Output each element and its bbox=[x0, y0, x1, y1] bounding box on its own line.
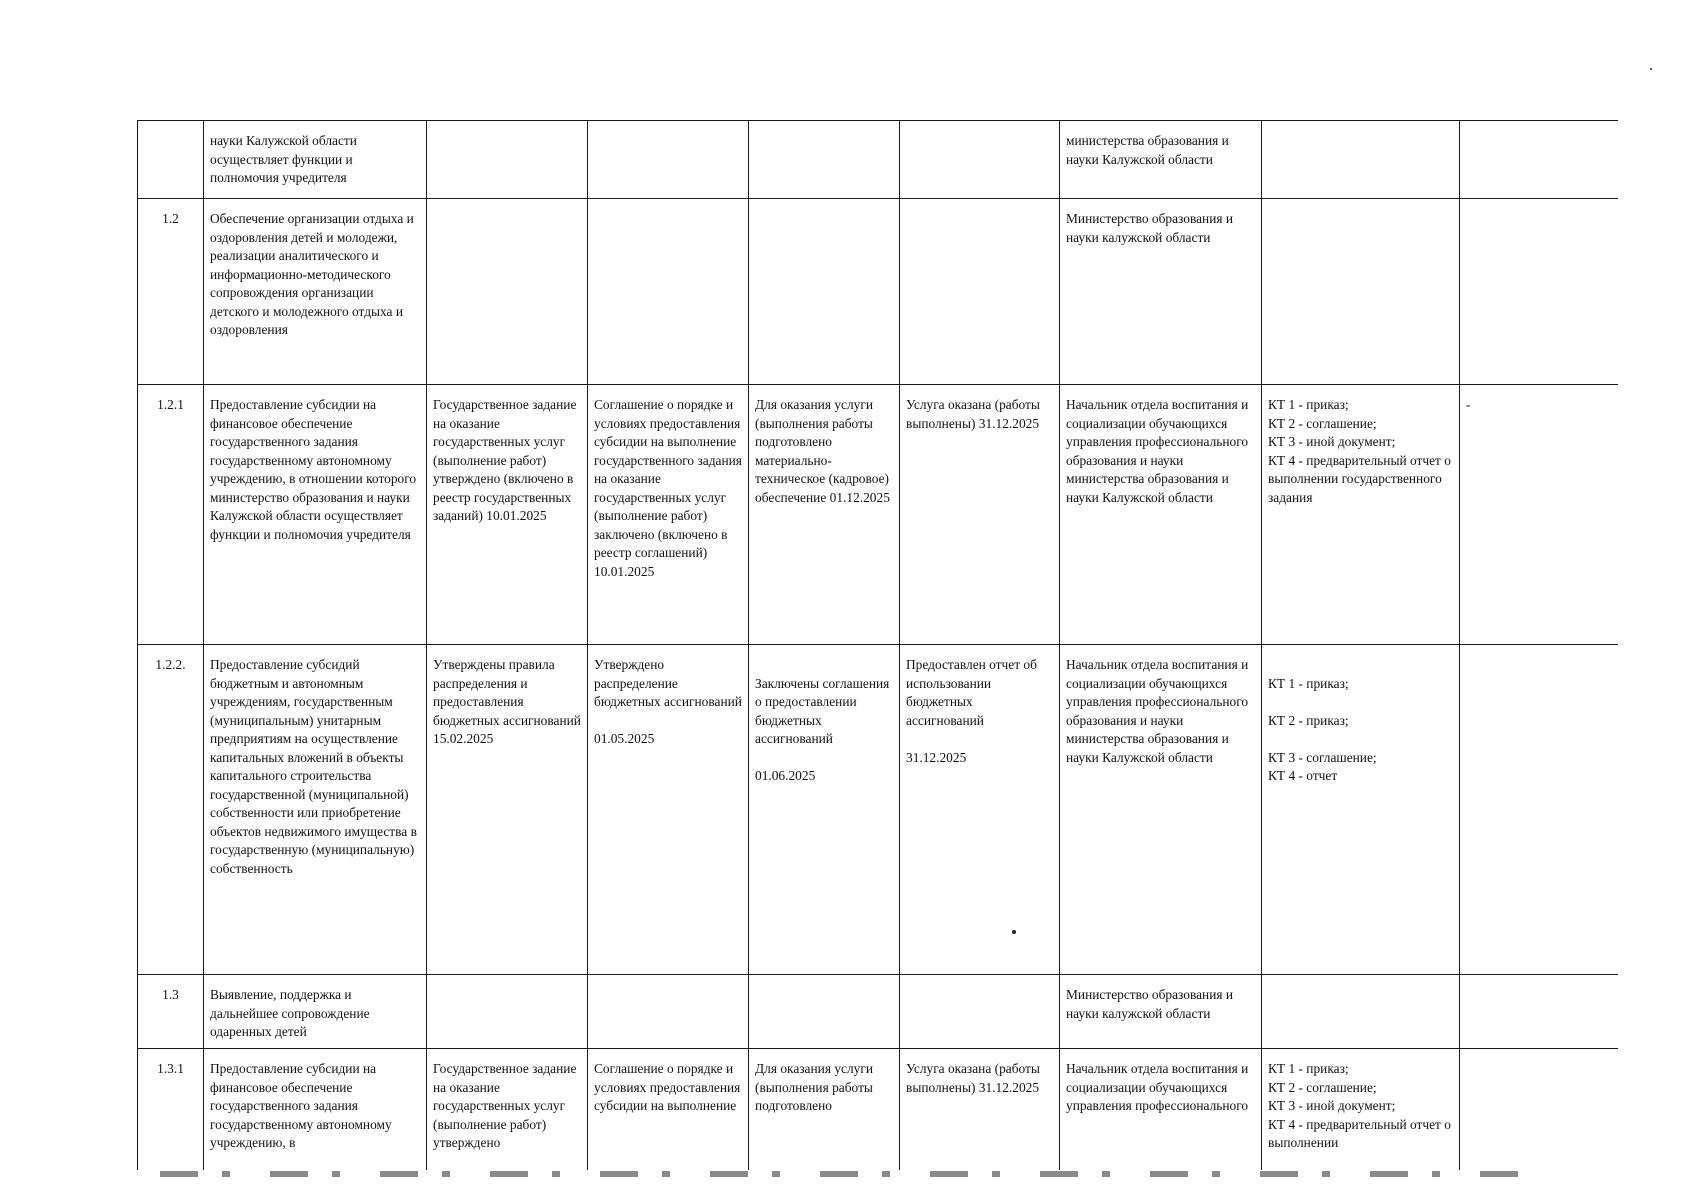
event-name: науки Калужской области осуществляет функции и полномочия учредителя bbox=[204, 121, 427, 199]
table-row bbox=[138, 1049, 1619, 1171]
checkpoint-4: Услуга оказана (работы выполнены) 31.12.2025 bbox=[900, 385, 1060, 645]
checkpoint-3: Для оказания услуги (выполнения работы подготовлено материально-техническое (кадровое) обеспечение 01.12.2025 bbox=[749, 385, 900, 645]
checkpoint-3 bbox=[749, 199, 900, 385]
checkpoint-1: Государственное задание на оказание государственных услуг (выполнение работ) утверждено bbox=[427, 1049, 588, 1171]
confirming-document: КТ 1 - приказ; КТ 2 - приказ; КТ 3 - соглашение; КТ 4 - отчет bbox=[1262, 645, 1460, 975]
scan-dot-mark bbox=[1012, 930, 1016, 934]
checkpoint-1: Государственное задание на оказание государственных услуг (выполнение работ) утверждено (включено в реестр государственных заданий) 10.01.2025 bbox=[427, 385, 588, 645]
row-number bbox=[138, 121, 204, 199]
checkpoint-4 bbox=[900, 199, 1060, 385]
event-name: Предоставление субсидии на финансовое обеспечение государственного задания государственному автономному учреждению, в bbox=[204, 1049, 427, 1171]
checkpoint-3 bbox=[749, 975, 900, 1049]
extra-column bbox=[1460, 645, 1619, 975]
checkpoint-1 bbox=[427, 975, 588, 1049]
checkpoint-2 bbox=[588, 975, 749, 1049]
scan-corner-mark bbox=[1650, 68, 1652, 70]
checkpoint-1 bbox=[427, 199, 588, 385]
event-name: Предоставление субсидий бюджетным и автономным учреждениям, государственным (муниципальным) унитарным предприятиям на осуществление капитальных вложений в объекты капитального строительства государственной (муниципальной) собственности или приобретение объектов недвижимого имущества в государственную (муниципальную) собственность bbox=[204, 645, 427, 975]
row-number: 1.2.1 bbox=[138, 385, 204, 645]
extra-column bbox=[1460, 975, 1619, 1049]
responsible-executor: Начальник отдела воспитания и социализации обучающихся управления профессионального образования и науки министерства образования и науки Калужской области bbox=[1060, 385, 1262, 645]
event-name: Предоставление субсидии на финансовое обеспечение государственного задания государственному автономному учреждению, в отношении которого министерство образования и науки Калужской области осуществляет функции и полномочия учредителя bbox=[204, 385, 427, 645]
checkpoint-2: Соглашение о порядке и условиях предоставления субсидии на выполнение государственного задания на оказание государственных услуг (выполнение работ) заключено (включено в реестр соглашений) 10.01.2025 bbox=[588, 385, 749, 645]
responsible-executor: Министерство образования и науки калужской области bbox=[1060, 199, 1262, 385]
row-number: 1.3.1 bbox=[138, 1049, 204, 1171]
row-number: 1.3 bbox=[138, 975, 204, 1049]
implementation-plan-table bbox=[137, 120, 1618, 1170]
row-number: 1.2.2. bbox=[138, 645, 204, 975]
extra-column: - bbox=[1460, 385, 1619, 645]
event-name: Обеспечение организации отдыха и оздоровления детей и молодежи, реализации аналитического и информационно-методического сопровождения организации детского и молодежного отдыха и оздоровления bbox=[204, 199, 427, 385]
checkpoint-4 bbox=[900, 121, 1060, 199]
table-row bbox=[138, 975, 1619, 1049]
checkpoint-1: Утверждены правила распределения и предоставления бюджетных ассигнований 15.02.2025 bbox=[427, 645, 588, 975]
extra-column bbox=[1460, 1049, 1619, 1171]
confirming-document bbox=[1262, 121, 1460, 199]
table-row bbox=[138, 645, 1619, 975]
table-row bbox=[138, 121, 1619, 199]
row-number: 1.2 bbox=[138, 199, 204, 385]
checkpoint-2 bbox=[588, 121, 749, 199]
checkpoint-3: Заключены соглашения о предоставлении бюджетных ассигнований 01.06.2025 bbox=[749, 645, 900, 975]
responsible-executor: Министерство образования и науки калужской области bbox=[1060, 975, 1262, 1049]
checkpoint-4 bbox=[900, 975, 1060, 1049]
confirming-document bbox=[1262, 975, 1460, 1049]
confirming-document: КТ 1 - приказ; КТ 2 - соглашение; КТ 3 - иной документ; КТ 4 - предварительный отчет о выполнении государственного задания bbox=[1262, 385, 1460, 645]
extra-column bbox=[1460, 199, 1619, 385]
checkpoint-1 bbox=[427, 121, 588, 199]
checkpoint-4: Услуга оказана (работы выполнены) 31.12.2025 bbox=[900, 1049, 1060, 1171]
checkpoint-4: Предоставлен отчет об использовании бюджетных ассигнований 31.12.2025 bbox=[900, 645, 1060, 975]
checkpoint-3 bbox=[749, 121, 900, 199]
table-row bbox=[138, 199, 1619, 385]
plan-table-container bbox=[137, 120, 1618, 1170]
responsible-executor: Начальник отдела воспитания и социализации обучающихся управления профессионального образования и науки министерства образования и науки Калужской области bbox=[1060, 645, 1262, 975]
scan-bottom-artifact bbox=[160, 1171, 1540, 1177]
checkpoint-2: Утверждено распределение бюджетных ассигнований 01.05.2025 bbox=[588, 645, 749, 975]
extra-column bbox=[1460, 121, 1619, 199]
responsible-executor: министерства образования и науки Калужской области bbox=[1060, 121, 1262, 199]
table-row bbox=[138, 385, 1619, 645]
event-name: Выявление, поддержка и дальнейшее сопровождение одаренных детей bbox=[204, 975, 427, 1049]
responsible-executor: Начальник отдела воспитания и социализации обучающихся управления профессионального bbox=[1060, 1049, 1262, 1171]
confirming-document: КТ 1 - приказ; КТ 2 - соглашение; КТ 3 - иной документ; КТ 4 - предварительный отчет о выполнении bbox=[1262, 1049, 1460, 1171]
confirming-document bbox=[1262, 199, 1460, 385]
checkpoint-3: Для оказания услуги (выполнения работы подготовлено bbox=[749, 1049, 900, 1171]
checkpoint-2: Соглашение о порядке и условиях предоставления субсидии на выполнение bbox=[588, 1049, 749, 1171]
checkpoint-2 bbox=[588, 199, 749, 385]
